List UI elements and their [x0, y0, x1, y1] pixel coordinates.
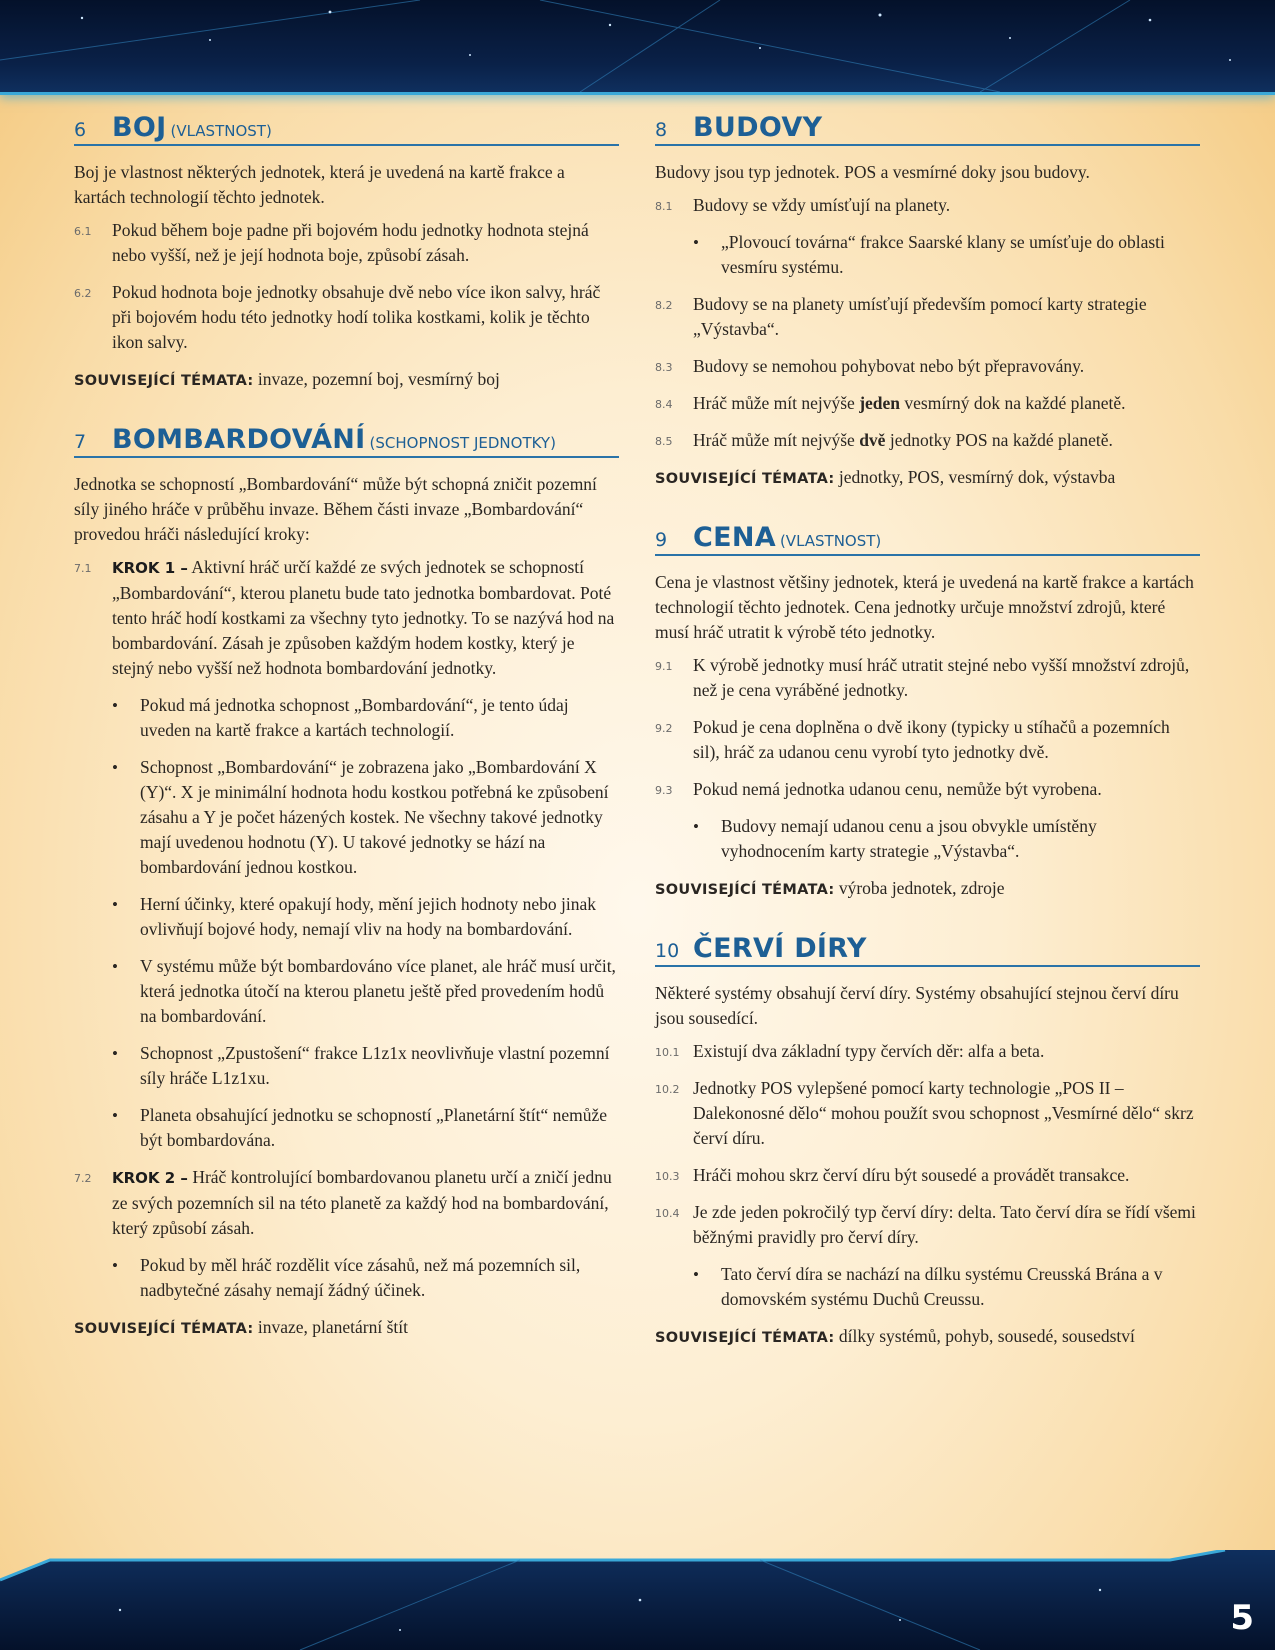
rule-8-4 — [655, 391, 1200, 416]
section-subtitle: (VLASTNOST) — [170, 122, 272, 140]
bullet-dot: • — [112, 758, 118, 777]
header-space-band — [0, 0, 1275, 95]
rule-text-pre: Hráč může mít nejvýše — [693, 430, 860, 450]
related-topics — [655, 465, 1200, 492]
rule-10-4 — [655, 1200, 1200, 1250]
rule-number: 10.1 — [655, 1046, 680, 1059]
bullet-dot: • — [112, 696, 118, 715]
bullet-text: Budovy nemají udanou cenu a jsou obvykle umístěny vyhodnocením karty strategie „Výstavba“. — [721, 816, 1097, 861]
bullet-dot: • — [112, 957, 118, 976]
bullet-item — [112, 892, 619, 942]
rule-number: 7.2 — [74, 1172, 92, 1185]
step-text: Aktivní hráč určí každé ze svých jednotek se schopností „Bombardování“, kterou planetu bude tato jednotka bombardovat. Poté tento hráč hodí kostkami za všechny tyto jednotky. To se nazývá hod na bombardování. Zásah je způsoben každým hodem kostky, který je stejný nebo vyšší než hodnota bombardování jednotky. — [112, 557, 615, 678]
bullet-dot: • — [112, 1044, 118, 1063]
rule-9-1 — [655, 653, 1200, 703]
rule-6-1 — [74, 218, 619, 268]
rule-number: 9.3 — [655, 784, 673, 797]
rule-number: 8.2 — [655, 299, 673, 312]
rule-text: Je zde jeden pokročilý typ červí díry: delta. Tato červí díra se řídí všemi běžnými pravidly pro červí díry. — [693, 1202, 1196, 1247]
rule-text-post: jednotky POS na každé planetě. — [885, 430, 1113, 450]
rule-text: Pokud nemá jednotka udanou cenu, nemůže být vyrobena. — [693, 779, 1102, 799]
bullet-text: Pokud by měl hráč rozdělit více zásahů, než má pozemních sil, nadbytečné zásahy nemají žádný účinek. — [140, 1255, 581, 1300]
related-topics-list: dílky systémů, pohyb, sousedé, sousedství — [834, 1326, 1135, 1346]
rule-6-2 — [74, 280, 619, 355]
section-7-heading — [74, 424, 619, 458]
related-topics — [74, 367, 619, 394]
section-6-heading — [74, 112, 619, 146]
rule-10-1 — [655, 1039, 1200, 1064]
section-title: BOMBARDOVÁNÍ — [112, 424, 366, 455]
section-intro: Cena je vlastnost většiny jednotek, která je uvedená na kartě frakce a kartách technologií těchto jednotek. Cena jednotky určuje množství zdrojů, které musí hráč utratit k výrobě této jednotky. — [655, 572, 1194, 642]
rule-number: 6.2 — [74, 287, 92, 300]
rule-text-pre: Hráč může mít nejvýše — [693, 393, 860, 413]
bullet-text: Pokud má jednotka schopnost „Bombardování“, je tento údaj uveden na kartě frakce a kartách technologií. — [140, 695, 569, 740]
rule-text: Pokud během boje padne při bojovém hodu jednotky hodnota stejná nebo vyšší, než je její hodnota boje, způsobí zásah. — [112, 220, 589, 265]
rule-number: 8.4 — [655, 398, 673, 411]
related-topics-label: SOUVISEJÍCÍ TÉMATA: — [655, 471, 835, 487]
footer-space-band — [0, 1550, 1275, 1650]
section-8-heading — [655, 112, 1200, 146]
section-intro: Jednotka se schopností „Bombardování“ může být schopná zničit pozemní síly jiného hráče v průběhu invaze. Během části invaze „Bombardování“ provedou hráči následující kroky: — [74, 474, 597, 544]
related-topics-list: výroba jednotek, zdroje — [834, 878, 1005, 898]
bullet-text: Schopnost „Bombardování“ je zobrazena jako „Bombardování X (Y)“. X je minimální hodnota hodu kostkou potřebná ke způsobení zásahu a Y je počet házených kostek. Ne všechny takové jednotky mají uvedenou hodnotu (Y). U takové jednotky se hází na bombardování jednou kostkou. — [140, 757, 609, 877]
related-topics-label: SOUVISEJÍCÍ TÉMATA: — [74, 1321, 254, 1337]
rule-text: Hráči mohou skrz červí díru být sousedé a provádět transakce. — [693, 1165, 1130, 1185]
section-10-heading — [655, 933, 1200, 967]
rule-number: 6.1 — [74, 225, 92, 238]
section-number: 7 — [74, 431, 87, 453]
rule-number: 8.1 — [655, 200, 673, 213]
footer-frame-decoration — [0, 1550, 1275, 1650]
rule-8-3 — [655, 354, 1200, 379]
bullet-item — [112, 1103, 619, 1153]
starfield-decoration — [0, 0, 1275, 92]
section-number: 10 — [655, 940, 680, 962]
bullet-item — [112, 693, 619, 743]
bullet-item — [693, 814, 1200, 864]
bullet-dot: • — [112, 1106, 118, 1125]
rule-number: 10.2 — [655, 1083, 680, 1096]
bullet-text: Planeta obsahující jednotku se schopností „Planetární štít“ nemůže být bombardována. — [140, 1105, 608, 1150]
bullet-item — [112, 954, 619, 1029]
page-number: 5 — [1230, 1598, 1255, 1638]
rule-text-bold: jeden — [859, 393, 901, 413]
rule-text-post: vesmírný dok na každé planetě. — [900, 393, 1126, 413]
rule-text — [112, 555, 619, 681]
section-title: CENA — [693, 522, 776, 553]
related-topics-label: SOUVISEJÍCÍ TÉMATA: — [655, 1330, 835, 1346]
section-subtitle: (VLASTNOST) — [779, 532, 882, 550]
bullet-text: V systému může být bombardováno více planet, ale hráč musí určit, která jednotka útočí na kterou planetu ještě před provedením hodů na bombardování. — [140, 956, 616, 1026]
bullet-text: Herní účinky, které opakují hody, mění jejich hodnoty nebo jinak ovlivňují bojové hody, nemají vliv na hody na bombardování. — [140, 894, 597, 939]
bullet-item — [112, 1041, 619, 1091]
step-text: Hráč kontrolující bombardovanou planetu určí a zničí jednu ze svých pozemních sil na této planetě za každý hod na bombardování, který způsobí zásah. — [112, 1167, 612, 1238]
section-number: 9 — [655, 529, 668, 551]
bullet-dot: • — [693, 1265, 699, 1284]
section-title: BOJ — [112, 112, 167, 143]
rule-10-3 — [655, 1163, 1200, 1188]
section-intro: Některé systémy obsahují červí díry. Systémy obsahující stejnou červí díru jsou sousedící. — [655, 983, 1179, 1028]
rule-number: 8.3 — [655, 361, 673, 374]
bullet-dot: • — [693, 233, 699, 252]
bullet-text: Schopnost „Zpustošení“ frakce L1z1x neovlivňuje vlastní pozemní síly hráče L1z1xu. — [140, 1043, 610, 1088]
related-topics-list: invaze, planetární štít — [253, 1317, 408, 1337]
rule-text: Pokud hodnota boje jednotky obsahuje dvě nebo více ikon salvy, hráč při bojovém hodu této jednotky hodí tolika kostkami, kolik je těchto ikon salvy. — [112, 282, 601, 352]
bullet-item — [112, 755, 619, 880]
related-topics-list: jednotky, POS, vesmírný dok, výstavba — [834, 467, 1116, 487]
rule-7-2 — [74, 1165, 619, 1241]
section-9-heading — [655, 522, 1200, 556]
related-topics-list: invaze, pozemní boj, vesmírný boj — [253, 369, 500, 389]
rule-8-1 — [655, 193, 1200, 218]
rule-text: Jednotky POS vylepšené pomocí karty technologie „POS II – Dalekonosné dělo“ mohou použít svou schopnost „Vesmírné dělo“ skrz červí díru. — [693, 1078, 1194, 1148]
bullet-dot: • — [693, 817, 699, 836]
rule-text: K výrobě jednotky musí hráč utratit stejné nebo vyšší množství zdrojů, než je cena vyráběné jednotky. — [693, 655, 1190, 700]
rule-number: 7.1 — [74, 562, 92, 575]
rule-text — [112, 1165, 619, 1241]
rule-number: 9.2 — [655, 722, 673, 735]
rule-9-3 — [655, 777, 1200, 802]
bullet-item — [693, 1262, 1200, 1312]
section-subtitle: (SCHOPNOST JEDNOTKY) — [369, 434, 556, 452]
section-intro: Budovy jsou typ jednotek. POS a vesmírné doky jsou budovy. — [655, 162, 1090, 182]
rule-10-2 — [655, 1076, 1200, 1151]
rule-text — [693, 428, 1200, 453]
bullet-item — [693, 230, 1200, 280]
rule-text: Budovy se nemohou pohybovat nebo být přepravovány. — [693, 356, 1085, 376]
related-topics — [655, 876, 1200, 903]
rule-text: Existují dva základní typy červích děr: alfa a beta. — [693, 1041, 1045, 1061]
step-label: KROK 2 – — [112, 1169, 188, 1187]
rule-text: Pokud je cena doplněna o dvě ikony (typicky u stíhačů a pozemních sil), hráč za udanou cenu vyrobí tyto jednotky dvě. — [693, 717, 1170, 762]
rule-text: Budovy se vždy umísťují na planety. — [693, 195, 951, 215]
bullet-item — [112, 1253, 619, 1303]
rule-number: 10.4 — [655, 1207, 680, 1220]
related-topics — [74, 1315, 619, 1342]
rule-8-2 — [655, 292, 1200, 342]
related-topics-label: SOUVISEJÍCÍ TÉMATA: — [655, 882, 835, 898]
bullet-dot: • — [112, 895, 118, 914]
rule-text-bold: dvě — [859, 430, 886, 450]
section-number: 6 — [74, 119, 87, 141]
bullet-text: „Plovoucí továrna“ frakce Saarské klany se umísťuje do oblasti vesmíru systému. — [721, 232, 1165, 277]
section-title: ČERVÍ DÍRY — [693, 933, 867, 964]
step-label: KROK 1 – — [112, 559, 188, 577]
rule-text: Budovy se na planety umísťují především pomocí karty strategie „Výstavba“. — [693, 294, 1147, 339]
left-column — [74, 112, 619, 1372]
section-title: BUDOVY — [693, 112, 823, 143]
rule-number: 9.1 — [655, 660, 673, 673]
related-topics-label: SOUVISEJÍCÍ TÉMATA: — [74, 373, 254, 389]
section-intro: Boj je vlastnost některých jednotek, která je uvedená na kartě frakce a kartách technologií těchto jednotek. — [74, 162, 565, 207]
section-number: 8 — [655, 119, 668, 141]
rule-9-2 — [655, 715, 1200, 765]
rule-7-1 — [74, 555, 619, 681]
related-topics — [655, 1324, 1200, 1351]
right-column — [655, 112, 1200, 1381]
bullet-dot: • — [112, 1256, 118, 1275]
rule-number: 10.3 — [655, 1170, 680, 1183]
rule-8-5 — [655, 428, 1200, 453]
rule-text — [693, 391, 1200, 416]
rule-number: 8.5 — [655, 435, 673, 448]
bullet-text: Tato červí díra se nachází na dílku systému Creusská Brána a v domovském systému Duchů Creussu. — [721, 1264, 1163, 1309]
